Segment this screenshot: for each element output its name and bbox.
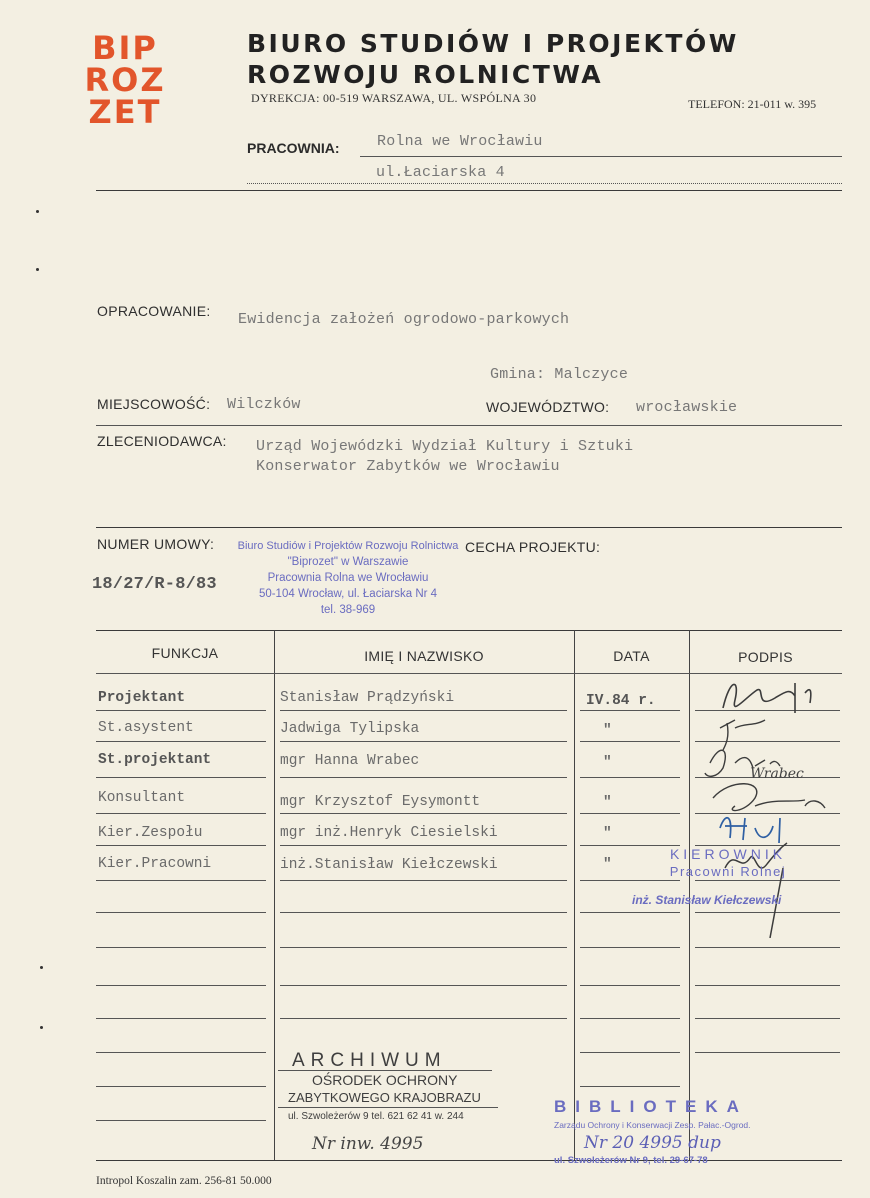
kierownik-stamp-line-2: Pracowni Rolnej (669, 864, 787, 879)
table-header-funkcja: FUNKCJA (151, 645, 219, 661)
wojewodztwo-label: WOJEWÓDZTWO: (486, 399, 610, 415)
zleceniodawca-line-1: Urząd Wojewódzki Wydział Kultury i Sztuki (256, 438, 634, 455)
pracownia-underline-2 (247, 183, 842, 184)
margin-mark (40, 966, 43, 969)
zleceniodawca-label: ZLECENIODAWCA: (97, 433, 227, 449)
opracowanie-label: OPRACOWANIE: (97, 303, 211, 319)
biprozet-logo (74, 30, 176, 126)
opracowanie-value: Ewidencja założeń ogrodowo-parkowych (238, 311, 570, 328)
row-6-data: " (603, 857, 612, 873)
organization-title-line-2: ROZWOJU ROLNICTWA (247, 60, 604, 89)
office-stamp-line-1: Biuro Studiów i Projektów Rozwoju Rolnictwa (237, 540, 459, 552)
row-4-funkcja: Konsultant (98, 790, 186, 806)
table-column-divider-2 (574, 630, 575, 1160)
row-5-nazwisko: mgr inż.Henryk Ciesielski (280, 825, 498, 841)
row-2-funkcja: St.asystent (98, 720, 194, 736)
biblioteka-stamp-line-2: Zarządu Ochrony i Konserwacji Zesp. Pałac.-Ogrod. (554, 1120, 751, 1130)
row-6-funkcja: Kier.Pracowni (98, 856, 212, 872)
pracownia-label: PRACOWNIA: (247, 140, 340, 156)
archiwum-stamp-line-2: OŚRODEK OCHRONY (278, 1070, 492, 1089)
kierownik-stamp-line-1: KIEROWNIK (669, 846, 787, 862)
gmina-value: Gmina: Malczyce (490, 366, 629, 383)
phone-number: TELEFON: 21-011 w. 395 (688, 97, 817, 111)
contract-number: 18/27/R-8/83 (92, 575, 217, 594)
row-5-funkcja: Kier.Zespołu (98, 825, 203, 841)
table-top-border (96, 630, 842, 631)
margin-mark (36, 268, 39, 271)
row-3-nazwisko: mgr Hanna Wrabec (280, 753, 420, 769)
inventory-number-handwritten: Nr inw. 4995 (312, 1134, 424, 1154)
margin-mark (36, 210, 39, 213)
signature-konsultant (713, 784, 825, 811)
archiwum-stamp (278, 1052, 508, 1126)
miejscowosc-label: MIEJSCOWOŚĆ: (97, 396, 211, 412)
biblioteka-stamp-handwritten: Nr 20 4995 dup (584, 1133, 721, 1153)
row-2-nazwisko: Jadwiga Tylipska (280, 721, 420, 737)
wojewodztwo-value: wrocławskie (636, 399, 738, 416)
margin-mark (40, 1026, 43, 1029)
row-3-data: " (603, 755, 612, 771)
logo-line-2: ROZ (84, 61, 166, 99)
miejscowosc-value: Wilczków (227, 396, 301, 413)
row-4-data: " (603, 795, 612, 811)
table-header-podpis: PODPIS (738, 649, 793, 665)
kierownik-stamp (628, 846, 828, 880)
signature-projektant (723, 683, 811, 713)
kierownik-stamp-name: inż. Stanisław Kiełczewski (632, 893, 782, 907)
signature-wrabec-text: Wrabec (750, 766, 804, 782)
table-header-nazwisko: IMIĘ I NAZWISKO (364, 648, 484, 664)
signature-kier-zespolu (720, 818, 780, 843)
organization-title (247, 28, 739, 90)
row-1-data: IV.84 r. (586, 693, 656, 709)
printer-footer: Intropol Koszalin zam. 256-81 50.000 (96, 1175, 272, 1187)
archiwum-stamp-line-4: ul. Szwoleżerów 9 tel. 621 62 41 w. 244 (278, 1107, 498, 1126)
table-header-data: DATA (613, 648, 650, 664)
office-stamp-line-3: Pracownia Rolna we Wrocławiu (267, 572, 429, 584)
biblioteka-stamp (554, 1098, 816, 1170)
row-2-data: " (603, 723, 612, 739)
archiwum-stamp-line-1: ARCHIWUM (292, 1050, 447, 1071)
row-1-nazwisko: Stanisław Prądzyński (280, 690, 455, 706)
table-column-divider-1 (274, 630, 275, 1160)
archiwum-stamp-line-3: ZABYTKOWEGO KRAJOBRAZU (288, 1090, 481, 1105)
biblioteka-stamp-line-3: ul. Szwoleżerów Nr 9, tel. 29-67-78 (554, 1155, 708, 1166)
organization-title-line-1: BIURO STUDIÓW I PROJEKTÓW (247, 29, 739, 58)
row-4-nazwisko: mgr Krzysztof Eysymontt (280, 794, 481, 810)
office-stamp (232, 538, 464, 618)
row-3-funkcja: St.projektant (98, 752, 212, 768)
location-divider (96, 425, 842, 426)
pracownia-line-1: Rolna we Wrocławiu (377, 133, 543, 150)
row-6-nazwisko: inż.Stanisław Kiełczewski (280, 857, 498, 873)
signature-st-asystent (720, 720, 765, 750)
office-stamp-line-2: "Biprozet" w Warszawie (287, 556, 409, 568)
logo-line-3: ZET (88, 93, 162, 126)
pracownia-underline-1 (360, 156, 842, 157)
office-stamp-line-4: 50-104 Wrocław, ul. Łaciarska Nr 4 (258, 588, 438, 600)
header-divider (96, 190, 842, 191)
biblioteka-stamp-line-1: BIBLIOTEKA (554, 1097, 748, 1116)
logo-line-1: BIP (92, 30, 158, 67)
numer-umowy-label: NUMER UMOWY: (97, 536, 215, 552)
row-1-funkcja: Projektant (98, 690, 186, 706)
client-divider (96, 527, 842, 528)
row-5-data: " (603, 826, 612, 842)
pracownia-line-2: ul.Łaciarska 4 (376, 164, 505, 181)
directorate-address: DYREKCJA: 00-519 WARSZAWA, UL. WSPÓLNA 30 (251, 91, 537, 105)
zleceniodawca-line-2: Konserwator Zabytków we Wrocławiu (256, 458, 560, 475)
cecha-projektu-label: CECHA PROJEKTU: (465, 539, 601, 555)
office-stamp-line-5: tel. 38-969 (320, 604, 376, 616)
